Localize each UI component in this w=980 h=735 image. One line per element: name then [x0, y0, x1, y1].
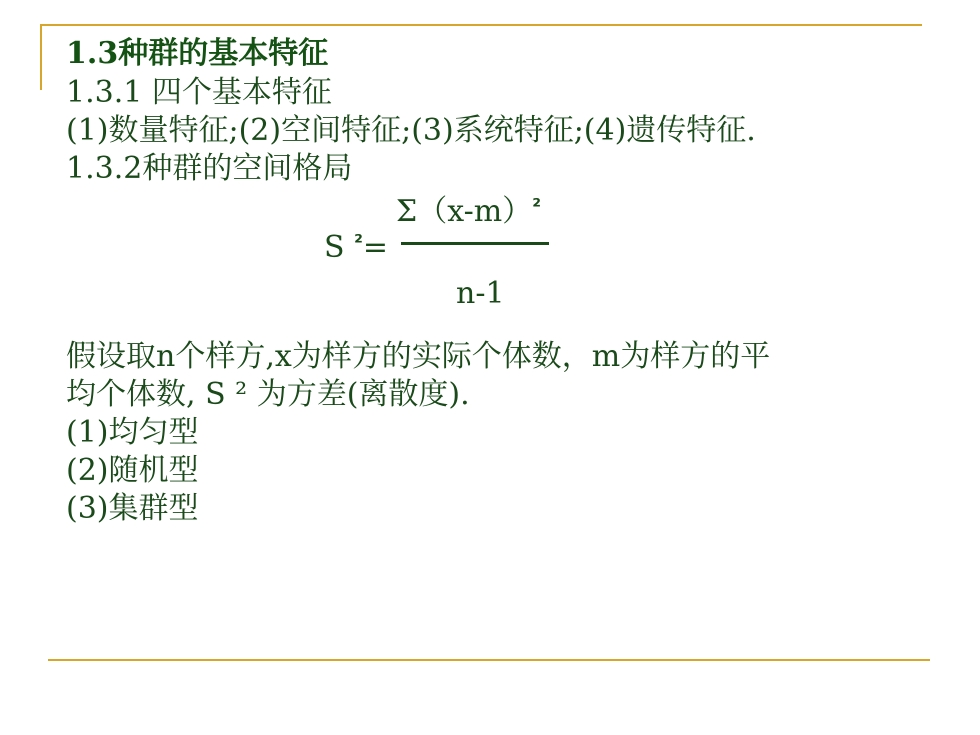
formula-lhs-square: ² [354, 230, 363, 254]
formula-lhs [324, 224, 388, 266]
features-list: (1)数量特征;(2)空间特征;(3)系统特征;(4)遗传特征. [66, 113, 756, 148]
explanation-line-1: 假设取n个样方,x为样方的实际个体数，m为样方的平 [66, 339, 771, 374]
bottom-divider [48, 659, 930, 661]
pattern-clustered: (3)集群型 [66, 491, 199, 526]
formula-numerator-text: Σ（x-m） [396, 194, 533, 229]
explanation-line-2: 均个体数, S ² 为方差(离散度). [66, 377, 470, 412]
formula-denominator: n-1 [456, 276, 505, 311]
left-accent-bar [40, 24, 42, 90]
fraction-bar [401, 242, 549, 245]
section-heading-spatial-pattern: 1.3.2种群的空间格局 [66, 151, 353, 186]
formula-numerator-square: ² [532, 194, 541, 218]
slide-content [66, 34, 946, 528]
top-divider [40, 24, 922, 26]
section-heading-basic-features: 1.3.1 四个基本特征 [66, 75, 332, 110]
variance-formula [66, 188, 946, 338]
formula-lhs-symbol: S [324, 230, 345, 265]
slide-title: 1.3种群的基本特征 [66, 36, 329, 71]
pattern-uniform: (1)均匀型 [66, 415, 199, 450]
formula-numerator [396, 188, 541, 230]
formula-equals: = [362, 230, 389, 265]
pattern-random: (2)随机型 [66, 453, 199, 488]
